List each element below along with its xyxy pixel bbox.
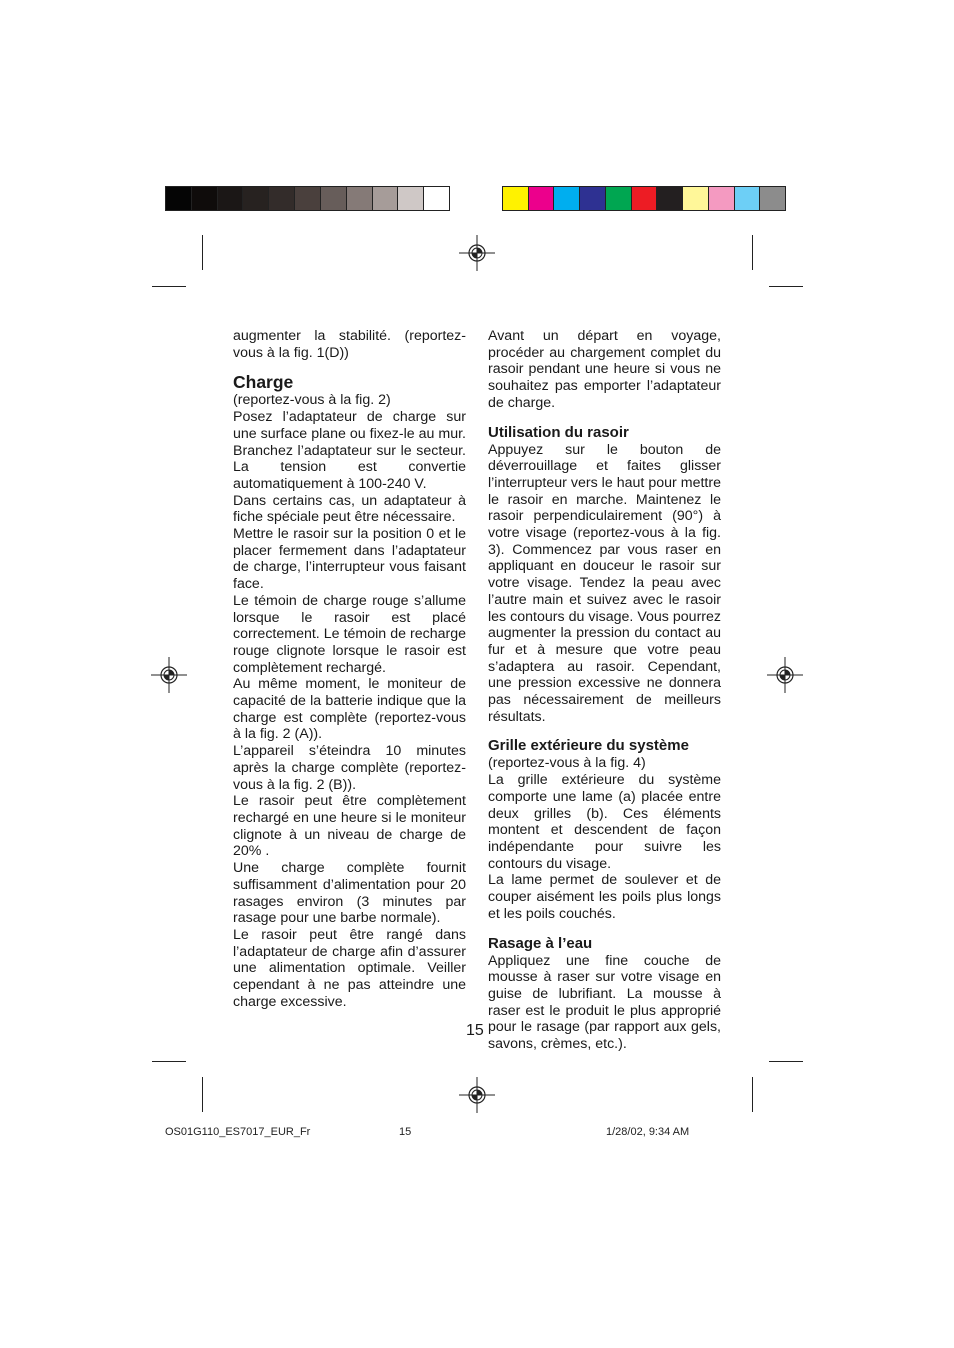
slug-date: 1/28/02, 9:34 AM	[606, 1126, 690, 1138]
section-heading-rasage: Rasage à l’eau	[488, 934, 593, 952]
color-swatch	[657, 187, 683, 210]
crop-mark	[202, 235, 203, 270]
color-swatch	[321, 187, 347, 210]
crop-mark	[202, 1077, 203, 1112]
paragraph: Le rasoir peut être rangé dans l’adaptateur de charge afin d’assurer une alimentation optimale. Veiller cependant à ne pas atteindre une charge excessive.	[233, 926, 466, 1010]
crop-mark	[152, 286, 186, 287]
slug-page: 15	[399, 1126, 412, 1138]
color-swatch	[295, 187, 321, 210]
left-column	[233, 328, 466, 1010]
color-swatch	[243, 187, 269, 210]
color-swatch	[398, 187, 424, 210]
color-swatch	[580, 187, 606, 210]
crop-mark	[752, 235, 753, 270]
crop-mark	[769, 286, 803, 287]
grayscale-calibration-bar	[165, 186, 450, 211]
color-swatch	[735, 187, 761, 210]
paragraph: La lame permet de soulever et de couper aisément les poils plus longs et les poils couchés.	[488, 872, 721, 922]
paragraph: La grille extérieure du système comporte une lame (a) placée entre deux grilles (b). Ces éléments montent et descendent de façon indépendante pour suivre les contours du visage.	[488, 772, 721, 872]
crop-mark	[769, 1061, 803, 1062]
crop-mark	[152, 1061, 186, 1062]
paragraph: Le rasoir peut être complètement rechargé en une heure si le moniteur clignote à un niveau de charge de 20% .	[233, 793, 466, 860]
section-heading-charge: Charge	[233, 372, 294, 393]
color-swatch	[503, 187, 529, 210]
color-swatch	[709, 187, 735, 210]
slug-filename: OS01G110_ES7017_EUR_Fr	[165, 1126, 311, 1138]
crop-mark	[752, 1077, 753, 1112]
page-number: 15	[466, 1022, 484, 1039]
figure-reference: (reportez-vous à la fig. 4)	[488, 755, 646, 772]
registration-mark-icon	[459, 235, 495, 271]
color-swatch	[606, 187, 632, 210]
color-swatch	[632, 187, 658, 210]
color-swatch	[192, 187, 218, 210]
registration-mark-icon	[767, 657, 803, 693]
right-column	[488, 328, 721, 1053]
color-swatch	[347, 187, 373, 210]
color-swatch	[166, 187, 192, 210]
color-swatch	[760, 187, 785, 210]
paragraph: L’appareil s’éteindra 10 minutes après la charge complète (reportez-vous à la fig. 2 (B)).	[233, 743, 466, 793]
paragraph: Le témoin de charge rouge s’allume lorsque le rasoir est placé correctement. Le témoin de recharge rouge clignote lorsque le rasoir est complètement rechargé.	[233, 592, 466, 676]
paragraph: Au même moment, le moniteur de capacité de la batterie indique que la charge est complète (reportez-vous à la fig. 2 (A)).	[233, 676, 466, 743]
color-swatch	[218, 187, 244, 210]
color-swatch	[269, 187, 295, 210]
color-swatch	[529, 187, 555, 210]
paragraph: Dans certains cas, un adaptateur à fiche spéciale peut être nécessaire.	[233, 492, 466, 526]
section-heading-grille: Grille extérieure du système	[488, 737, 689, 755]
color-swatch	[554, 187, 580, 210]
paragraph: Une charge complète fournit suffisamment d’alimentation pour 20 rasages environ (3 minutes par rasage pour une barbe normale).	[233, 860, 466, 927]
color-calibration-bar	[502, 186, 786, 211]
section-heading-utilisation: Utilisation du rasoir	[488, 423, 629, 441]
paragraph: Appuyez sur le bouton de déverrouillage et faites glisser l’interrupteur vers le haut pour mettre le rasoir en marche. Maintenez le rasoir perpendiculairement (90°) à votre visage (reportez-vous à la fig. 3). Commencez par vous raser en appliquant en douceur le rasoir sur votre visage. Tendez la peau avec l’autre main et suivez avec le rasoir les contours du visage. Vous pourrez augmenter la pression du contact au fur et à mesure que votre peau s’adaptera au rasoir. Cependant, une pression excessive ne donnera pas nécessairement de meilleurs résultats.	[488, 441, 721, 725]
paragraph: Posez l’adaptateur de charge sur une surface plane ou fixez-le au mur. Branchez l’adaptateur sur le secteur. La tension est convertie automatiquement à 100-240 V.	[233, 409, 466, 492]
color-swatch	[424, 187, 449, 210]
intro-text: Avant un départ en voyage, procéder au chargement complet du rasoir pendant une heure si vous ne souhaitez pas emporter l’adaptateur de charge.	[488, 328, 721, 411]
figure-reference: (reportez-vous à la fig. 2)	[233, 392, 391, 409]
paragraph: Appliquez une fine couche de mousse à raser sur votre visage en guise de lubrifiant. La mousse à raser est le produit le plus approprié pour le rasage (par rapport aux gels, savons, crèmes, etc.).	[488, 952, 721, 1053]
color-swatch	[683, 187, 709, 210]
paragraph: Mettre le rasoir sur la position 0 et le placer fermement dans l’adaptateur de charge, l’interrupteur vous faisant face.	[233, 526, 466, 593]
color-swatch	[373, 187, 399, 210]
registration-mark-icon	[459, 1077, 495, 1113]
registration-mark-icon	[151, 657, 187, 693]
intro-text: augmenter la stabilité. (reportez-vous à la fig. 1(D))	[233, 328, 466, 361]
